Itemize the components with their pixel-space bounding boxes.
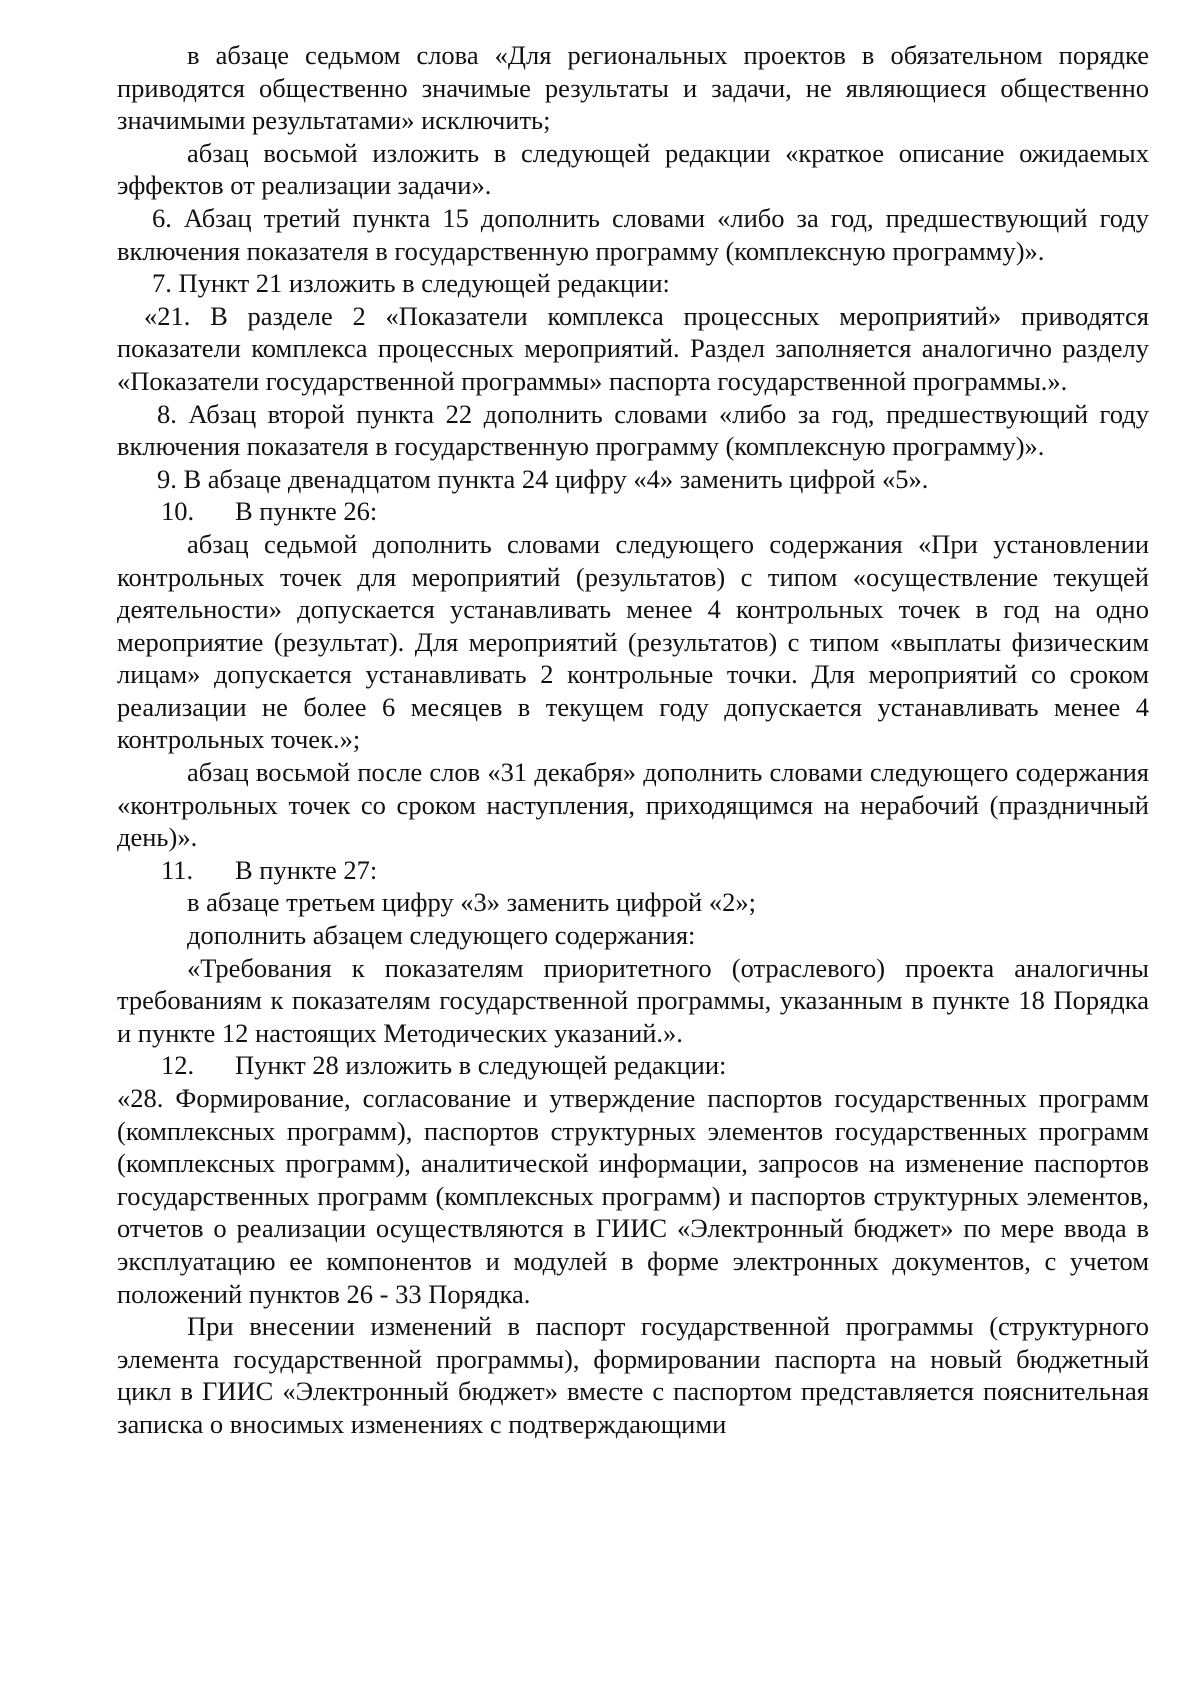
paragraph: 9. В абзаце двенадцатом пункта 24 цифру «4» заменить цифрой «5».: [157, 463, 929, 494]
item-number: 11.: [161, 854, 194, 885]
paragraph: в абзаце третьем цифру «3» заменить цифрой «2»;: [187, 887, 756, 918]
paragraph: дополнить абзацем следующего содержания:: [187, 920, 696, 951]
paragraph: 8. Абзац второй пункта 22 дополнить словами «либо за год, предшествующий году включения показателя в государственную программу (комплексную программу)».: [117, 398, 1149, 462]
paragraph: «28. Формирование, согласование и утверждение паспортов государственных программ (комплексных программ), паспортов структурных элементов государственных программ (комплексных программ), аналитической информации, запросов на изменение паспортов государственных программ (комплексных программ) и паспортов структурных элементов, отчетов о реализации осуществляются в ГИИС «Электронный бюджет» по мере ввода в эксплуатацию ее компонентов и модулей в форме электронных документов, с учетом положений пунктов 26 - 33 Порядка.: [117, 1083, 1149, 1309]
item-text: В пункте 27:: [235, 854, 378, 885]
paragraph: 7. Пункт 21 изложить в следующей редакции:: [152, 268, 670, 299]
item-number: 10.: [161, 496, 195, 527]
numbered-item: [117, 1049, 1149, 1082]
item-text: В пункте 26:: [235, 496, 378, 527]
numbered-item: [117, 495, 1149, 528]
document-page: [117, 39, 1149, 1441]
paragraph: «21. В разделе 2 «Показатели комплекса процессных мероприятий» приводятся показатели комплекса процессных мероприятий. Раздел заполняется аналогично разделу «Показатели государственной программы» паспорта государственной программы.».: [117, 300, 1149, 396]
paragraph: абзац восьмой после слов «31 декабря» дополнить словами следующего содержания «контрольных точек со сроком наступления, приходящимся на нерабочий (праздничный день)».: [117, 757, 1149, 853]
item-text: Пункт 28 изложить в следующей редакции:: [235, 1050, 727, 1081]
paragraph: в абзаце седьмом слова «Для региональных проектов в обязательном порядке приводятся общественно значимые результаты и задачи, не являющиеся общественно значимыми результатами» исключить;: [117, 40, 1149, 136]
paragraph: «Требования к показателям приоритетного (отраслевого) проекта аналогичны требованиям к показателям государственной программы, указанным в пункте 18 Порядка и пункте 12 настоящих Методических указаний.».: [117, 952, 1149, 1048]
item-number: 12.: [161, 1050, 195, 1081]
paragraph: При внесении изменений в паспорт государственной программы (структурного элемента государственной программы), формировании паспорта на новый бюджетный цикл в ГИИС «Электронный бюджет» вместе с паспортом представляется пояснительная записка о вносимых изменениях с подтверждающими: [117, 1311, 1149, 1439]
paragraph: 6. Абзац третий пункта 15 дополнить словами «либо за год, предшествующий году включения показателя в государственную программу (комплексную программу)».: [117, 202, 1149, 266]
paragraph: абзац седьмой дополнить словами следующего содержания «При установлении контрольных точек для мероприятий (результатов) с типом «осуществление текущей деятельности» допускается устанавливать менее 4 контрольных точек в год на одно мероприятие (результат). Для мероприятий (результатов) с типом «выплаты физическим лицам» допускается устанавливать 2 контрольные точки. Для мероприятий со сроком реализации не более 6 месяцев в текущем году допускается устанавливать менее 4 контрольных точек.»;: [117, 528, 1149, 755]
paragraph: абзац восьмой изложить в следующей редакции «краткое описание ожидаемых эффектов от реализации задачи».: [117, 137, 1149, 201]
numbered-item: [117, 854, 1149, 887]
